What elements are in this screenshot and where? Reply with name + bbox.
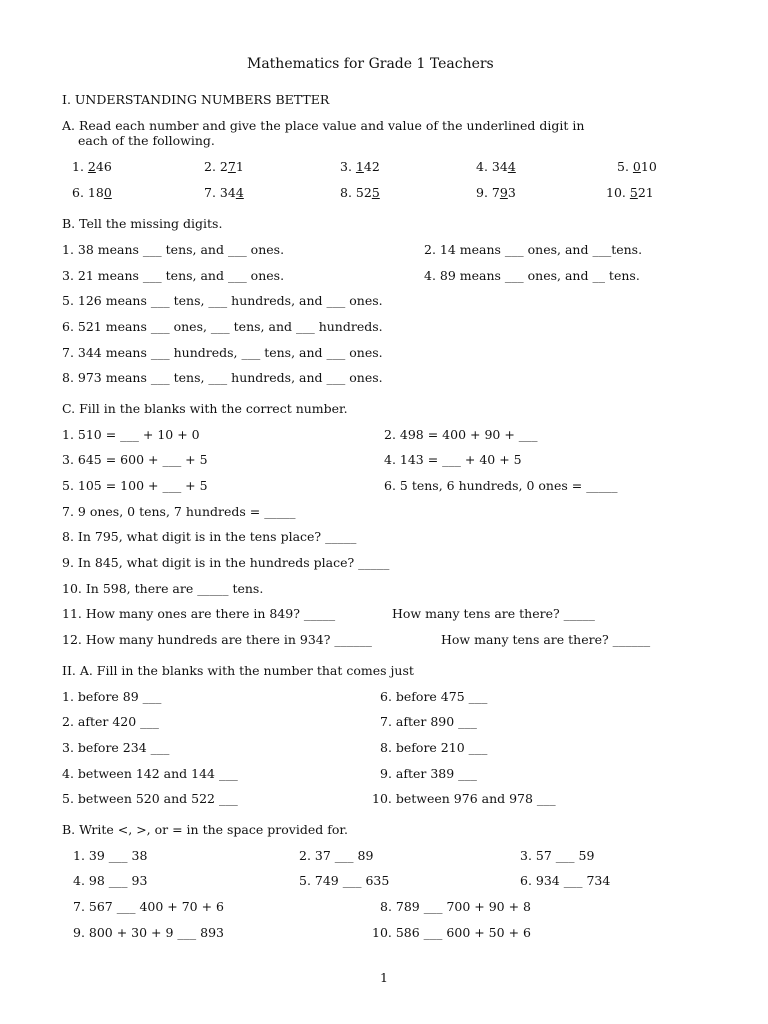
section-b-item: 3. 21 means ___ tens, and ___ ones. [62, 268, 285, 283]
part2-b-instruction: B. Write <, >, or = in the space provided for. [62, 822, 348, 837]
part2-a-item: 8. before 210 ___ [380, 740, 488, 755]
part2-b-item: 5. 749 ___ 635 [299, 873, 390, 888]
part2-b-item: 6. 934 ___ 734 [520, 873, 611, 888]
page-title: Mathematics for Grade 1 Teachers [247, 56, 494, 72]
section-c-item: 10. In 598, there are _____ tens. [62, 581, 264, 596]
part2-a-item: 2. after 420 ___ [62, 714, 159, 729]
part2-a-item: 9. after 389 ___ [380, 766, 477, 781]
section-b-item: 7. 344 means ___ hundreds, ___ tens, and ___ ones. [62, 345, 383, 360]
part2-a-instruction: II. A. Fill in the blanks with the number that comes just [62, 663, 414, 678]
part2-b-item: 7. 567 ___ 400 + 70 + 6 [73, 899, 225, 914]
section-a-item: 10. 521 [606, 185, 654, 200]
section-b-item: 5. 126 means ___ tens, ___ hundreds, and ___ ones. [62, 293, 383, 308]
section-c-item: 4. 143 = ___ + 40 + 5 [384, 452, 522, 467]
part2-a-item: 6. before 475 ___ [380, 689, 488, 704]
section-c-item: 5. 105 = 100 + ___ + 5 [62, 478, 208, 493]
section-b-item: 1. 38 means ___ tens, and ___ ones. [62, 242, 285, 257]
section-a-item: 9. 793 [476, 185, 516, 200]
part2-a-item: 10. between 976 and 978 ___ [372, 791, 556, 806]
section-c-item: 3. 645 = 600 + ___ + 5 [62, 452, 208, 467]
part2-b-item: 3. 57 ___ 59 [520, 848, 595, 863]
section-a-item: 7. 344 [204, 185, 244, 200]
section-a-item: 4. 344 [476, 159, 516, 174]
section-c-instruction: C. Fill in the blanks with the correct number. [62, 401, 348, 416]
part2-a-item: 1. before 89 ___ [62, 689, 162, 704]
section-c-item: 8. In 795, what digit is in the tens place? _____ [62, 529, 357, 544]
section-c-item: How many tens are there? _____ [392, 606, 595, 621]
section-a-instruction-line2: each of the following. [78, 133, 215, 148]
section-b-item: 6. 521 means ___ ones, ___ tens, and ___ hundreds. [62, 319, 383, 334]
section-c-item: How many tens are there? ______ [441, 632, 651, 647]
section-c-item: 7. 9 ones, 0 tens, 7 hundreds = _____ [62, 504, 296, 519]
section-a-item: 5. 010 [617, 159, 657, 174]
section-c-item: 12. How many hundreds are there in 934? ______ [62, 632, 372, 647]
part2-a-item: 5. between 520 and 522 ___ [62, 791, 238, 806]
section-a-instruction-line1: A. Read each number and give the place value and value of the underlined digit in [62, 118, 585, 133]
section-heading-part1: I. UNDERSTANDING NUMBERS BETTER [62, 92, 330, 107]
section-b-item: 4. 89 means ___ ones, and __ tens. [424, 268, 640, 283]
section-b-item: 8. 973 means ___ tens, ___ hundreds, and ___ ones. [62, 370, 383, 385]
section-a-item: 6. 180 [72, 185, 112, 200]
part2-b-item: 1. 39 ___ 38 [73, 848, 148, 863]
part2-b-item: 9. 800 + 30 + 9 ___ 893 [73, 925, 225, 940]
part2-a-item: 3. before 234 ___ [62, 740, 170, 755]
part2-b-item: 8. 789 ___ 700 + 90 + 8 [380, 899, 532, 914]
page-number: 1 [380, 970, 388, 985]
section-b-item: 2. 14 means ___ ones, and ___tens. [424, 242, 643, 257]
section-a-item: 8. 525 [340, 185, 380, 200]
section-c-item: 11. How many ones are there in 849? _____ [62, 606, 336, 621]
section-c-item: 1. 510 = ___ + 10 + 0 [62, 427, 200, 442]
section-a-item: 2. 271 [204, 159, 244, 174]
section-a-item: 1. 246 [72, 159, 112, 174]
section-c-item: 2. 498 = 400 + 90 + ___ [384, 427, 538, 442]
part2-a-item: 4. between 142 and 144 ___ [62, 766, 238, 781]
part2-b-item: 10. 586 ___ 600 + 50 + 6 [372, 925, 531, 940]
section-b-instruction: B. Tell the missing digits. [62, 216, 223, 231]
section-a-item: 3. 142 [340, 159, 380, 174]
section-c-item: 6. 5 tens, 6 hundreds, 0 ones = _____ [384, 478, 618, 493]
part2-a-item: 7. after 890 ___ [380, 714, 477, 729]
part2-b-item: 4. 98 ___ 93 [73, 873, 148, 888]
section-c-item: 9. In 845, what digit is in the hundreds place? _____ [62, 555, 390, 570]
part2-b-item: 2. 37 ___ 89 [299, 848, 374, 863]
